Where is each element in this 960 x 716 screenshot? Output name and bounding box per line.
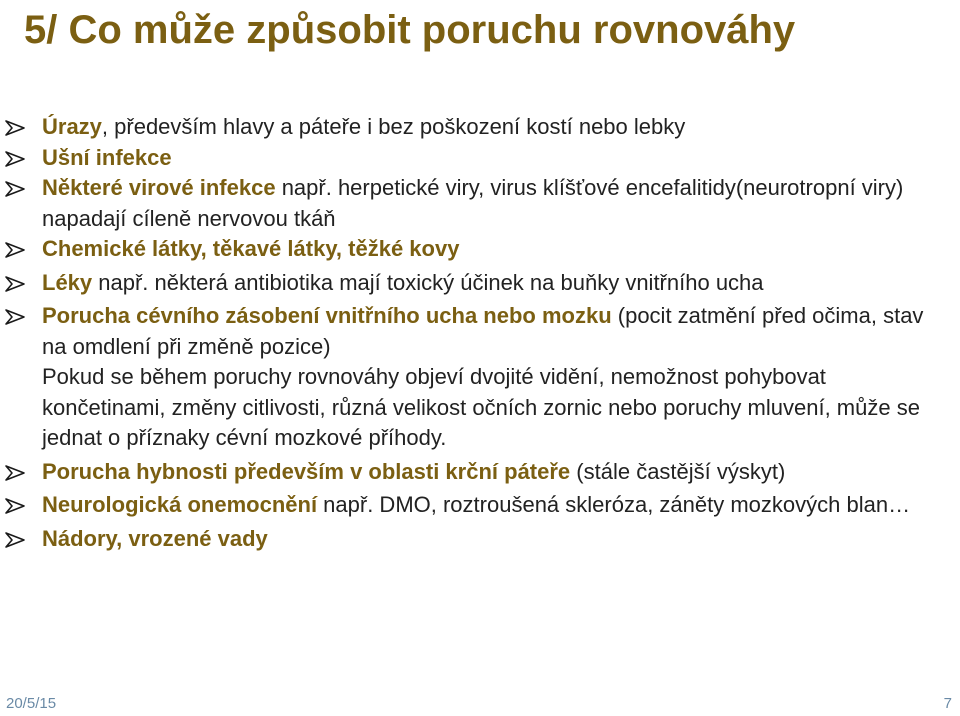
arrow-bullet-icon xyxy=(4,464,26,482)
arrow-bullet-icon xyxy=(4,531,26,549)
bullet-highlight: Úrazy xyxy=(42,114,102,139)
arrow-bullet-icon xyxy=(4,180,26,198)
bullet-list xyxy=(0,112,960,554)
bullet-highlight: Léky xyxy=(42,269,93,295)
arrow-bullet-icon xyxy=(4,241,26,259)
bullet-item xyxy=(0,524,960,555)
bullet-item xyxy=(0,457,960,488)
bullet-text: (stále častější výskyt) xyxy=(570,458,786,484)
bullet-text: např. herpetické viry, virus klíšťové encefalitidy(neurotropní viry) napadají cíleně nervovou tkáň xyxy=(42,175,904,231)
slide-title: 5/ Co může způsobit poruchu rovnováhy xyxy=(24,8,796,52)
bullet-highlight: Ušní infekce xyxy=(42,144,172,170)
bullet-highlight: Nádory, vrozené vady xyxy=(42,525,268,551)
bullet-item xyxy=(0,490,960,521)
arrow-bullet-icon xyxy=(4,497,26,515)
bullet-item xyxy=(0,173,960,234)
bullet-item xyxy=(0,143,960,174)
bullet-item xyxy=(0,234,960,265)
bullet-highlight: Chemické látky, těkavé látky, těžké kovy xyxy=(42,236,460,261)
bullet-highlight: Porucha hybnosti především v oblasti krční páteře xyxy=(42,458,571,484)
bullet-text: (pocit zatmění před očima, stav na omdlení při změně pozice) xyxy=(42,303,924,359)
bullet-item xyxy=(0,112,960,143)
bullet-highlight: Porucha cévního zásobení vnitřního ucha nebo mozku xyxy=(42,303,612,328)
bullet-text: , především hlavy a páteře i bez poškození kostí nebo lebky xyxy=(101,114,686,139)
page-number: 7 xyxy=(943,695,952,712)
arrow-bullet-icon xyxy=(4,119,26,137)
bullet-text: např. DMO, roztroušená skleróza, záněty mozkových blan… xyxy=(317,492,911,517)
arrow-bullet-icon xyxy=(4,275,26,293)
bullet-highlight: Neurologická onemocnění xyxy=(42,492,318,517)
arrow-bullet-icon xyxy=(4,150,26,168)
bullet-continuation: Pokud se během poruchy rovnováhy objeví dvojité vidění, nemožnost pohybovat končetinami, změny citlivosti, různá velikost očních zornic nebo poruchy mluvení, může se jednat o příznaky cévní mozkové příhody. xyxy=(42,364,920,450)
bullet-highlight: Některé virové infekce xyxy=(42,175,276,200)
bullet-text: např. některá antibiotika mají toxický účinek na buňky vnitřního ucha xyxy=(92,269,764,295)
bullet-item xyxy=(0,301,960,454)
footer-date: 20/5/15 xyxy=(6,695,57,712)
bullet-item xyxy=(0,268,960,299)
arrow-bullet-icon xyxy=(4,308,26,326)
